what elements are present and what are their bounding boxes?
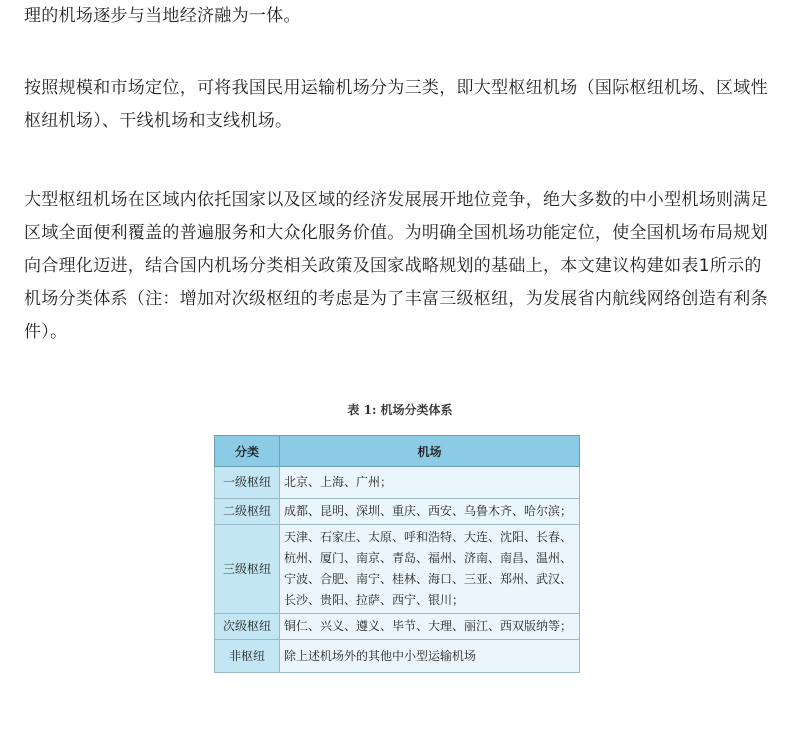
category-cell: 三级枢纽: [215, 525, 280, 614]
category-cell: 二级枢纽: [215, 499, 280, 525]
airports-cell: 除上述机场外的其他中小型运输机场: [280, 640, 580, 673]
header-airports: 机场: [280, 436, 580, 467]
table-row: [215, 499, 580, 525]
table-row: [215, 614, 580, 640]
header-category: 分类: [215, 436, 280, 467]
table-header-row: [215, 436, 580, 467]
table-row: [215, 467, 580, 499]
paragraph-airport-types: 按照规模和市场定位，可将我国民用运输机场分为三类，即大型枢纽机场（国际枢纽机场、区域性枢纽机场）、干线机场和支线机场。: [24, 78, 768, 131]
airports-cell: 铜仁、兴义、遵义、毕节、大理、丽江、西双版纳等；: [280, 614, 580, 640]
airports-cell: 天津、石家庄、太原、呼和浩特、大连、沈阳、长春、杭州、厦门、南京、青岛、福州、济南、南昌、温州、宁波、合肥、南宁、桂林、海口、三亚、郑州、武汉、长沙、贵阳、拉萨、西宁、银川；: [280, 525, 580, 614]
category-cell: 一级枢纽: [215, 467, 280, 499]
table-caption: 表 1: 机场分类体系: [347, 403, 453, 417]
category-cell: 次级枢纽: [215, 614, 280, 640]
airports-cell: 北京、上海、广州；: [280, 467, 580, 499]
paragraph-classification-proposal: 大型枢纽机场在区域内依托国家以及区域的经济发展展开地位竞争，绝大多数的中小型机场则满足区域全面便利覆盖的普遍服务和大众化服务价值。为明确全国机场功能定位，使全国机场布局规划向合理化迈进，结合国内机场分类相关政策及国家战略规划的基础上，本文建议构建如表1所示的机场分类体系（注：增加对次级枢纽的考虑是为了丰富三级枢纽，为发展省内航线网络创造有利条件）。: [24, 190, 768, 342]
table-row: [215, 525, 580, 614]
category-cell: 非枢纽: [215, 640, 280, 673]
airports-cell: 成都、昆明、深圳、重庆、西安、乌鲁木齐、哈尔滨；: [280, 499, 580, 525]
airport-classification-table: [214, 435, 580, 673]
table-row: [215, 640, 580, 673]
paragraph-intro-tail: 理的机场逐步与当地经济融为一体。: [24, 6, 301, 26]
